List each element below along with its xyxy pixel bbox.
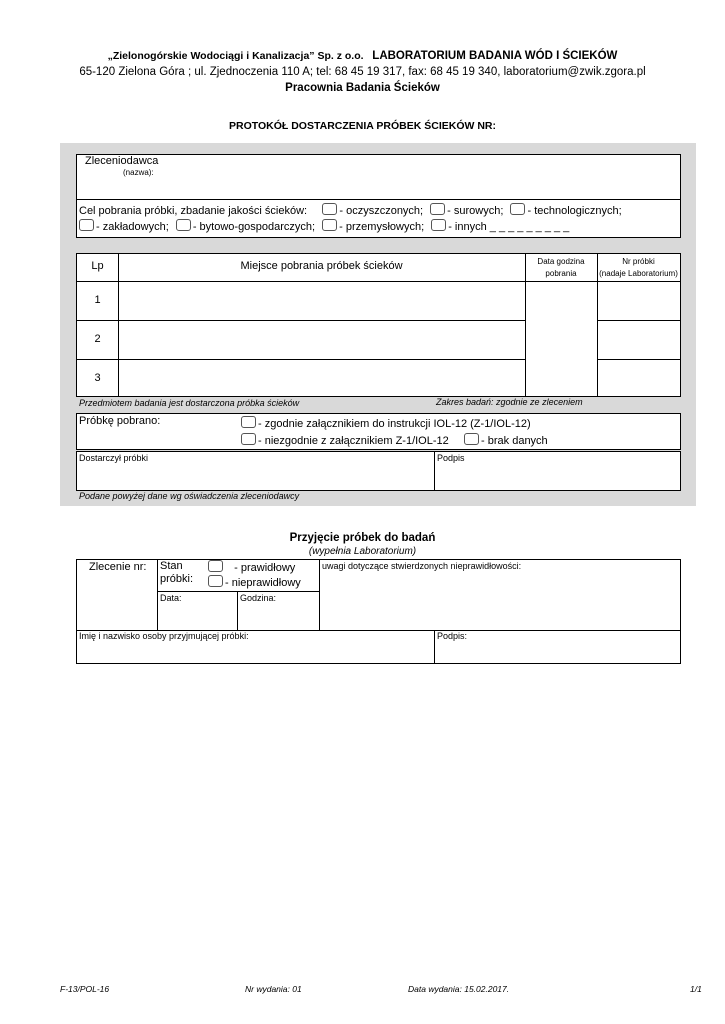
checkbox-technologiczne[interactable] (510, 203, 525, 215)
date-input[interactable] (158, 604, 236, 629)
option-label: - bytowo-gospodarczych; (192, 221, 316, 233)
client-purpose-box (76, 154, 681, 238)
option-label: - zgodnie załącznikiem do instrukcji IOL-12 (Z-1/IOL-12) (258, 418, 531, 430)
time-input[interactable] (238, 604, 318, 629)
state-label-line-2: próbki: (160, 573, 194, 585)
sampled-option-2 (241, 433, 548, 447)
remarks-label: uwagi dotyczące stwierdzonych nieprawidłowości: (322, 561, 522, 571)
company-name: „Zielonogórskie Wodociągi i Kanalizacja” Sp. z o.o. (107, 50, 364, 62)
date-label: Data: (160, 593, 182, 603)
receiver-label: Imię i nazwisko osoby przyjmującej próbki: (79, 631, 249, 641)
purpose-label: Cel pobrania próbki, zbadanie jakości ścieków: (79, 205, 308, 217)
client-sublabel: (nazwa): (123, 168, 154, 177)
col-date-line-2: pobrania (545, 269, 577, 278)
date-time-input[interactable] (526, 282, 596, 396)
checkbox-zakladowe[interactable] (79, 219, 94, 231)
remarks-input[interactable] (320, 574, 680, 629)
table-row: 1 (94, 294, 101, 306)
form-code: F-13/POL-16 (60, 984, 110, 994)
col-place-header: Miejsce pobrania próbek ścieków (240, 260, 403, 272)
place-input-2[interactable] (119, 321, 524, 358)
delivered-label: Dostarczył próbki (79, 453, 149, 463)
delivered-input[interactable] (77, 464, 433, 490)
page-title: PROTOKÓŁ DOSTARCZENIA PRÓBEK ŚCIEKÓW NR: (229, 120, 496, 132)
table-row: 3 (94, 372, 101, 384)
checkbox-niezgodnie[interactable] (241, 433, 256, 445)
option-label: - niezgodnie z załącznikiem Z-1/IOL-12 (258, 435, 449, 447)
checkbox-inne[interactable] (431, 219, 446, 231)
checkbox-zgodnie[interactable] (241, 416, 256, 428)
acceptance-title: Przyjęcie próbek do badań (289, 532, 436, 544)
option-label: - innych _ _ _ _ _ _ _ _ _ (448, 221, 570, 233)
scope-note: Zakres badań: zgodnie ze zleceniem (436, 397, 583, 407)
checkbox-oczyszczone[interactable] (322, 203, 337, 215)
sampled-box (76, 413, 681, 450)
sampled-option-1 (241, 416, 531, 430)
edition-date: Data wydania: 15.02.2017. (408, 984, 510, 994)
option-label: - surowych; (447, 205, 504, 217)
delivered-box (76, 451, 681, 491)
address-line: 65-120 Zielona Góra ; ul. Zjednoczenia 110 A; tel: 68 45 19 317, fax: 68 45 19 340, laboratorium@zwik.zgora.pl (79, 66, 646, 78)
checkbox-brak-danych[interactable] (464, 433, 479, 445)
declaration-note: Podane powyżej dane wg oświadczenia zleceniodawcy (79, 491, 300, 501)
acceptance-signature-label: Podpis: (437, 631, 468, 641)
state-label-line-1: Stan (160, 560, 183, 572)
state-option-ok (208, 560, 295, 574)
order-nr-label: Zlecenie nr: (89, 561, 147, 573)
col-nr-header (597, 256, 680, 280)
option-label: - nieprawidłowy (225, 577, 301, 589)
company-line (0, 50, 725, 62)
page-number: 1/1 (690, 984, 702, 994)
purpose-line-2 (79, 219, 569, 233)
place-input-1[interactable] (119, 282, 524, 319)
checkbox-przemyslowe[interactable] (322, 219, 337, 231)
samples-table (76, 253, 681, 397)
client-label: Zleceniodawca (85, 155, 159, 167)
subject-note: Przedmiotem badania jest dostarczona próbka ścieków (79, 398, 300, 408)
acceptance-subtitle: (wypełnia Laboratorium) (308, 546, 417, 557)
unit-name: Pracownia Badania Ścieków (285, 82, 440, 94)
table-row: 2 (94, 333, 101, 345)
option-label: - prawidłowy (234, 562, 296, 574)
checkbox-prawidlowy[interactable] (208, 560, 223, 572)
option-label: - technologicznych; (527, 205, 622, 217)
purpose-line-1 (79, 203, 622, 217)
state-option-bad (208, 575, 301, 589)
signature-label: Podpis (437, 453, 465, 463)
option-label: - brak danych (481, 435, 548, 447)
option-label: - przemysłowych; (339, 221, 425, 233)
checkbox-nieprawidlowy[interactable] (208, 575, 223, 587)
col-date-header (525, 256, 597, 280)
acceptance-box (76, 559, 681, 664)
sampled-label: Próbkę pobrano: (79, 415, 161, 427)
checkbox-bytowo-gospodarcze[interactable] (176, 219, 191, 231)
col-lp-header: Lp (91, 260, 104, 272)
edition-number: Nr wydania: 01 (245, 984, 302, 994)
acceptance-signature-input[interactable] (435, 642, 680, 663)
signature-input[interactable] (435, 464, 680, 490)
lab-name: LABORATORIUM BADANIA WÓD I ŚCIEKÓW (372, 50, 618, 62)
divider (77, 199, 680, 200)
checkbox-surowe[interactable] (430, 203, 445, 215)
place-input-3[interactable] (119, 360, 524, 396)
time-label: Godzina: (240, 593, 277, 603)
col-nr-line-1: Nr próbki (622, 257, 655, 266)
col-date-line-1: Data godzina (537, 257, 585, 266)
option-label: - zakładowych; (96, 221, 169, 233)
col-nr-line-2: (nadaje Laboratorium) (599, 269, 678, 278)
receiver-input[interactable] (77, 642, 433, 663)
option-label: - oczyszczonych; (339, 205, 424, 217)
state-label (160, 560, 193, 586)
